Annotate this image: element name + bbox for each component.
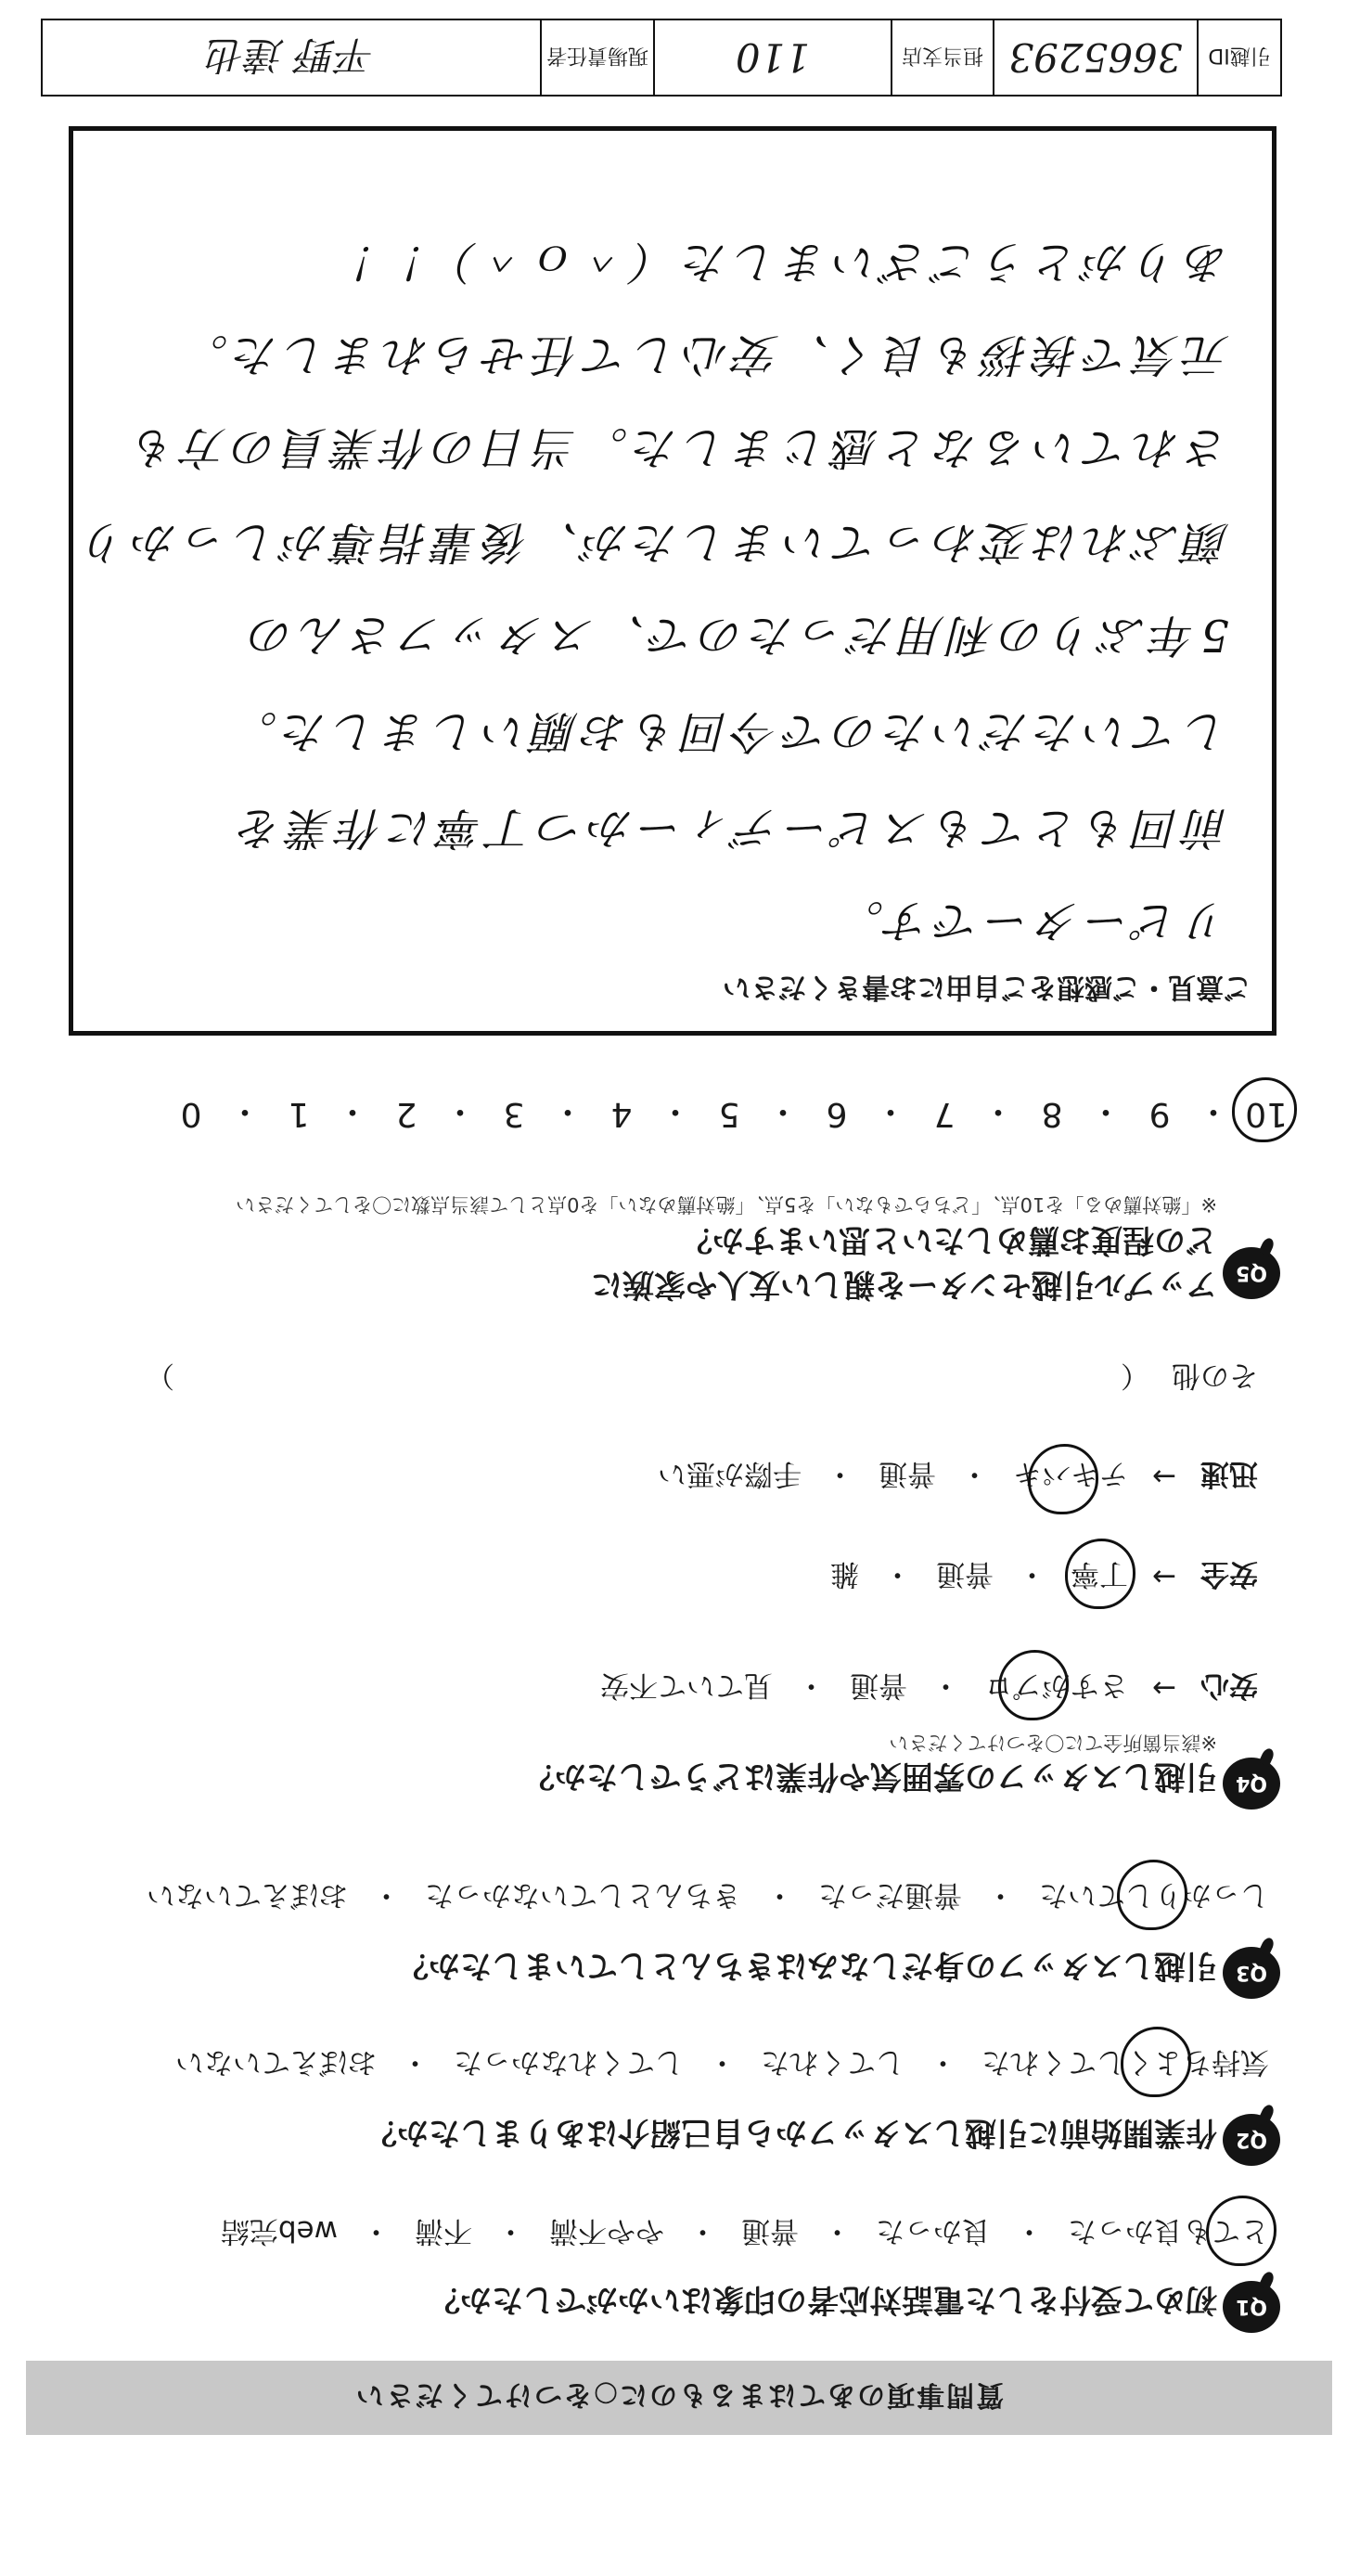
q4-other-field[interactable]	[174, 1362, 1121, 1396]
q4-other-close-paren: ）	[146, 1359, 174, 1392]
q5-score-10[interactable]: 10	[1245, 1095, 1288, 1133]
q1-option-web-complete[interactable]: web完結	[220, 2214, 338, 2248]
q5-separator: ・	[443, 1092, 478, 1130]
q5-score-2[interactable]: 2	[395, 1095, 417, 1133]
q4-row-speed: 迅速 → テキパキ ・ 普通 ・ 手際が悪い	[658, 1456, 1258, 1498]
q4-speed-selection-mark	[1054, 1466, 1091, 1503]
q1-question: 初めて受付をした電話対応者の印象はいかがでしたか？	[429, 2281, 1217, 2318]
q5-note: ※「絶対薦める」を10点、「どちらでもない」を5点、「絶対薦めない」を0点として該当点数に〇をしてください	[236, 1193, 1217, 1216]
q4-relief-option-pro-label: さすがプロ	[984, 1668, 1129, 1702]
q2-selection-mark	[1147, 2049, 1184, 2086]
q4-other-label: その他	[1172, 1359, 1258, 1392]
q4-safety-option-rough[interactable]: 雑	[830, 1557, 860, 1591]
q4-speed-option-clumsy[interactable]: 手際が悪い	[658, 1457, 802, 1490]
q5-separator: ・	[228, 1092, 263, 1130]
leader-label: 現場責任者	[546, 44, 649, 68]
q4-relief-selection-mark	[1024, 1672, 1061, 1709]
q4-row-relief-label: 安心	[1200, 1668, 1258, 1702]
move-id-value-cell	[993, 20, 1197, 95]
q4-relief-option-pro[interactable]	[984, 1668, 1128, 1709]
comments-title: ご意見・ご感想をご自由にお書きください	[723, 971, 1251, 1003]
q5-score-4[interactable]: 4	[610, 1095, 633, 1133]
q5-separator: ・	[766, 1092, 801, 1130]
q5-separator: ・	[1089, 1092, 1123, 1130]
q5-separator: ・	[551, 1092, 585, 1130]
q4-row-safety-arrow: →	[1152, 1560, 1176, 1594]
q2-badge: Q2	[1223, 2114, 1280, 2166]
q4-question: 引越しスタッフの雰囲気や作業はどうでしたか？	[523, 1758, 1217, 1795]
q5-separator: ・	[659, 1092, 693, 1130]
office-use-table	[41, 19, 1282, 97]
q4-row-relief-arrow: →	[1152, 1671, 1176, 1706]
q2-option-did-not[interactable]: してくれなかった	[454, 2045, 684, 2079]
q4-row-relief: 安心 → さすがプロ ・ 普通 ・ 見ていて不安	[600, 1668, 1258, 1709]
comment-line-4: 5年ぶりの利用だったので、スタッフさんの	[244, 609, 1229, 661]
q2-option-pleasant-label: 気持ちよくしてくれた	[981, 2045, 1269, 2079]
q2-options: 気持ちよくしてくれた ・ してくれた ・ してくれなかった ・ おぼえていない	[175, 2044, 1269, 2086]
q4-note: ※該当箇所全てに〇をつけてください	[889, 1732, 1217, 1754]
q4-relief-option-normal[interactable]: 普通	[850, 1668, 908, 1702]
q4-other-row	[52, 1358, 1258, 1399]
q5-score-5[interactable]: 5	[718, 1095, 740, 1133]
q3-options: しっかりしていた ・ 普通だった ・ きちんとしていなかった ・ おぼえていない	[147, 1877, 1269, 1919]
q5-score-1[interactable]: 1	[288, 1095, 310, 1133]
q3-option-not-neat[interactable]: きちんとしていなかった	[425, 1878, 741, 1912]
comment-line-6: されているなと感じました。当日の作業員の方も	[126, 421, 1229, 473]
q4-row-safety-label: 安全	[1200, 1557, 1258, 1591]
q5-separator: ・	[1197, 1092, 1231, 1130]
q1-option-normal[interactable]: 普通	[741, 2214, 799, 2248]
q3-option-neat-label: しっかりしていた	[1039, 1878, 1269, 1912]
q5-separator: ・	[336, 1092, 370, 1130]
q4-safety-option-careful[interactable]: 丁寧	[1071, 1556, 1128, 1598]
q3-question: 引越しスタッフの身だしなみはきちんとしていましたか？	[397, 1947, 1217, 1984]
instructions-banner: 質問事項のあてはまるものに○をつけてください	[26, 2361, 1332, 2435]
q4-speed-option-brisk[interactable]	[1013, 1456, 1128, 1498]
q4-row-safety: 安全 → 丁寧 ・ 普通 ・ 雑	[830, 1556, 1258, 1598]
q2-option-did[interactable]: してくれた	[761, 2045, 904, 2079]
q5-badge: Q5	[1223, 1247, 1280, 1299]
q2-question: 作業開始前に引越しスタッフから自己紹介はありましたか？	[366, 2114, 1217, 2151]
comments-box[interactable]	[69, 126, 1276, 1036]
q5-score-6[interactable]: 6	[826, 1095, 848, 1133]
q1-badge: Q1	[1223, 2281, 1280, 2333]
q1-option-good[interactable]: 良かった	[876, 2214, 991, 2248]
q4-badge: Q4	[1223, 1758, 1280, 1810]
q4-other-open-paren: （	[1121, 1359, 1149, 1392]
q1-option-dissatisfied[interactable]: 不満	[415, 2214, 472, 2248]
q5-score-8[interactable]: 8	[1041, 1095, 1063, 1133]
q4-speed-option-normal[interactable]: 普通	[879, 1457, 937, 1490]
leader-value: 平野 達也	[207, 32, 376, 78]
q5-score-0[interactable]: 0	[180, 1095, 202, 1133]
q5-question-line1: アップル引越センターを親しい友人や家族に	[591, 1266, 1217, 1303]
comment-line-1: リピーターです。	[833, 895, 1229, 947]
comment-line-3: していただいたので今回もお願いしました。	[226, 705, 1229, 757]
leader-value-cell	[43, 20, 540, 95]
q1-option-somewhat-dissatisfied[interactable]: やや不満	[549, 2214, 664, 2248]
q5-score-3[interactable]: 3	[503, 1095, 525, 1133]
q5-scale	[171, 1090, 1288, 1138]
comment-line-8: ありがとうございました（＾ｏ＾）！！	[327, 236, 1229, 288]
move-id-label-cell	[1197, 20, 1280, 95]
q5-separator: ・	[874, 1092, 908, 1130]
q3-selection-mark	[1143, 1882, 1180, 1919]
q4-relief-option-uneasy[interactable]: 見ていて不安	[600, 1668, 774, 1702]
q2-option-dont-remember[interactable]: おぼえていない	[175, 2045, 377, 2079]
q4-row-speed-label: 迅速	[1200, 1457, 1258, 1490]
q1-option-very-good[interactable]: とても良かった	[1068, 2213, 1269, 2255]
branch-label: 担当支店	[902, 44, 984, 68]
q5-separator: ・	[981, 1092, 1016, 1130]
comment-line-7: 元気で挨拶も良く、安心して任せられました。	[177, 328, 1229, 380]
leader-label-cell	[540, 20, 653, 95]
comment-line-2: 前回もとてもスピーディーかつ丁寧に作業を	[232, 802, 1229, 854]
comment-line-5: 顔ぶれは変わっていましたが、後輩指導がしっかり	[77, 516, 1229, 568]
q2-option-pleasant[interactable]	[981, 2044, 1269, 2086]
branch-value: 110	[735, 34, 811, 81]
q4-safety-option-normal[interactable]: 普通	[936, 1557, 994, 1591]
move-id-label: 引越ID	[1208, 44, 1271, 68]
q5-question-line2: どの程度お薦めしたいと思いますか？	[681, 1221, 1217, 1258]
move-id-value: 3665293	[1008, 34, 1183, 81]
q5-score-7[interactable]: 7	[933, 1095, 956, 1133]
q5-score-9[interactable]: 9	[1148, 1095, 1171, 1133]
q3-option-normal[interactable]: 普通だった	[818, 1878, 962, 1912]
q3-badge: Q3	[1223, 1947, 1280, 1999]
q1-options: とても良かった ・ 良かった ・ 普通 ・ やや不満 ・ 不満 ・ web完結	[221, 2213, 1269, 2255]
q3-option-dont-remember[interactable]: おぼえていない	[147, 1878, 348, 1912]
q3-option-neat[interactable]	[1039, 1877, 1269, 1919]
q4-speed-option-brisk-label: テキパキ	[1013, 1457, 1129, 1490]
q4-row-speed-arrow: →	[1152, 1460, 1176, 1494]
branch-label-cell	[891, 20, 993, 95]
branch-value-cell	[653, 20, 891, 95]
